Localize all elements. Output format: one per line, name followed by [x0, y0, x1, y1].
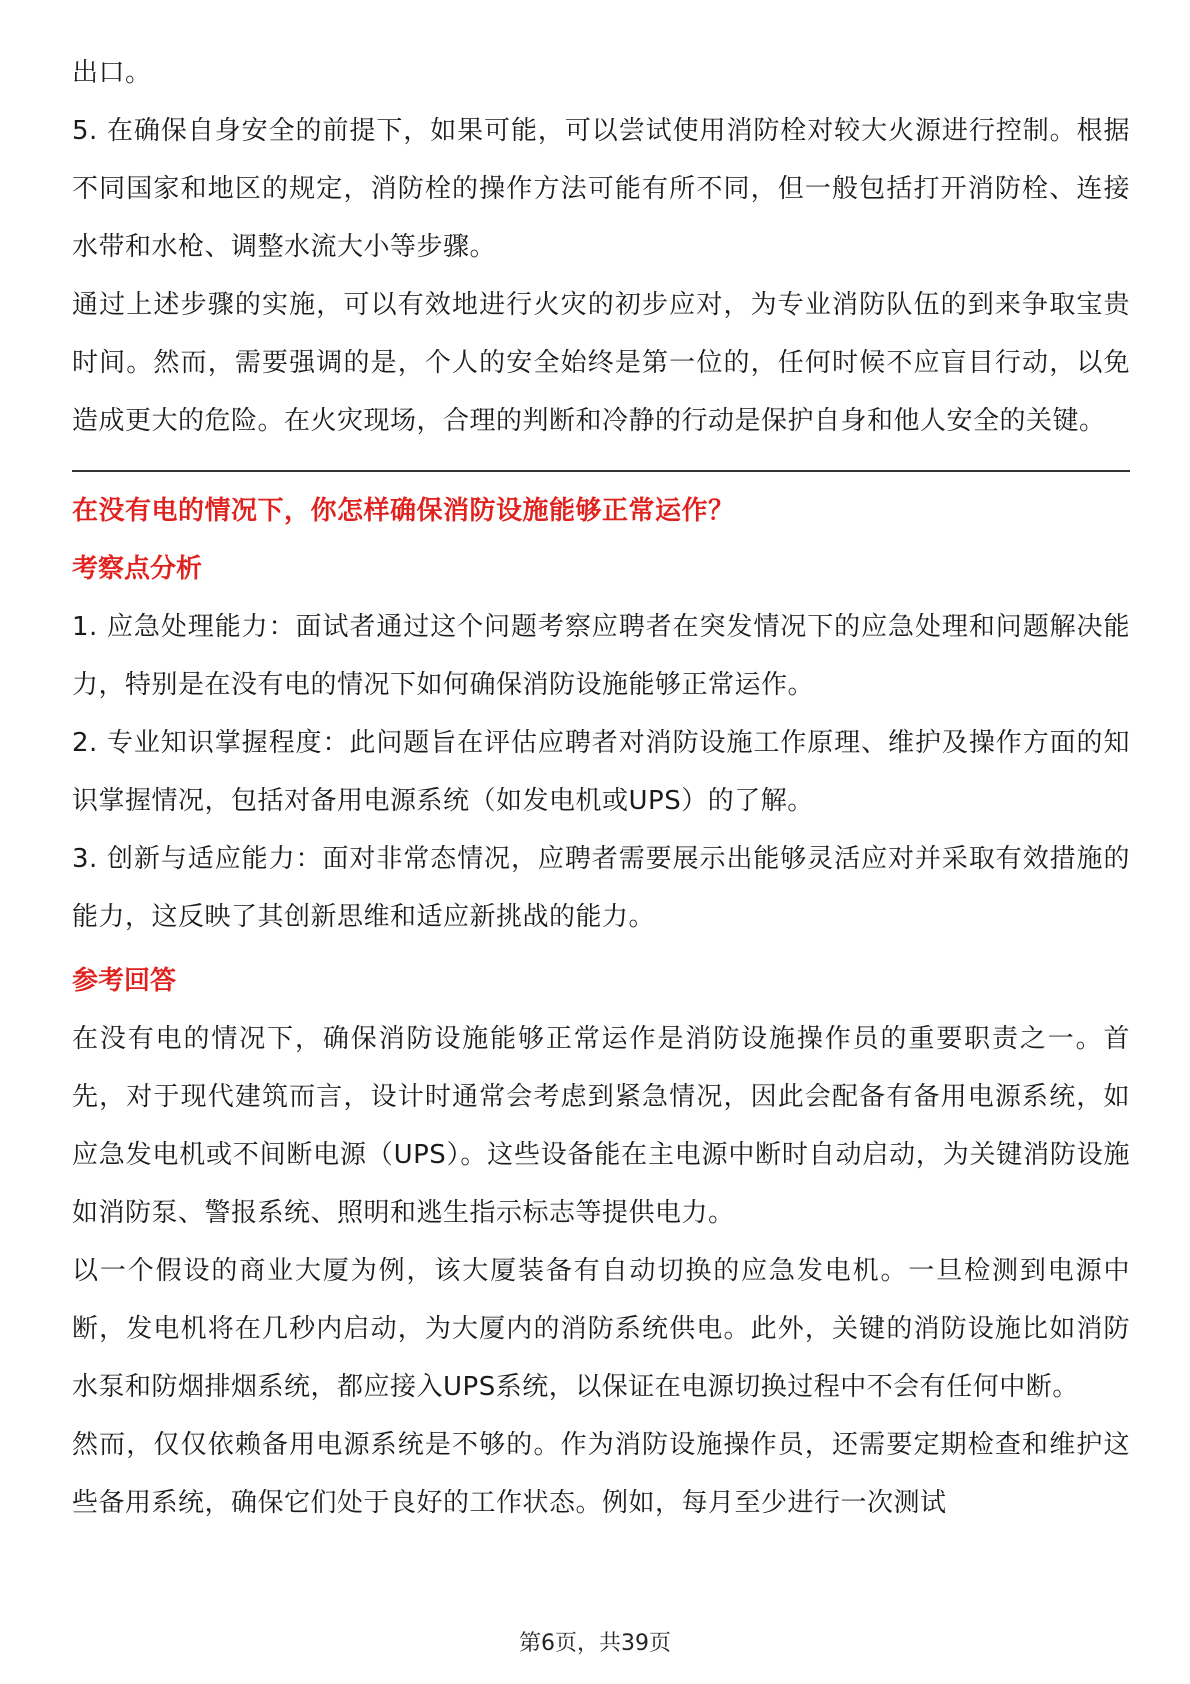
section-divider: [72, 470, 1130, 472]
document-page: [72, 44, 1130, 1532]
answer-paragraph: 在没有电的情况下，确保消防设施能够正常运作是消防设施操作员的重要职责之一。首先，对于现代建筑而言，设计时通常会考虑到紧急情况，因此会配备有备用电源系统，如应急发电机或不间断电源（UPS）。这些设备能在主电源中断时自动启动，为关键消防设施如消防泵、警报系统、照明和逃生指示标志等提供电力。: [72, 1024, 1130, 1228]
analysis-item: 2. 专业知识掌握程度：此问题旨在评估应聘者对消防设施工作原理、维护及操作方面的知识掌握情况，包括对备用电源系统（如发电机或UPS）的了解。: [72, 728, 1130, 816]
analysis-item: 3. 创新与适应能力：面对非常态情况，应聘者需要展示出能够灵活应对并采取有效措施的能力，这反映了其创新思维和适应新挑战的能力。: [72, 844, 1130, 932]
analysis-item: 1. 应急处理能力：面试者通过这个问题考察应聘者在突发情况下的应急处理和问题解决能力，特别是在没有电的情况下如何确保消防设施能够正常运作。: [72, 612, 1130, 700]
paragraph: 通过上述步骤的实施，可以有效地进行火灾的初步应对，为专业消防队伍的到来争取宝贵时间。然而，需要强调的是，个人的安全始终是第一位的，任何时候不应盲目行动，以免造成更大的危险。在火灾现场，合理的判断和冷静的行动是保护自身和他人安全的关键。: [72, 290, 1130, 436]
analysis-heading: 考察点分析: [72, 554, 203, 584]
answer-paragraph: 然而，仅仅依赖备用电源系统是不够的。作为消防设施操作员，还需要定期检查和维护这些备用系统，确保它们处于良好的工作状态。例如，每月至少进行一次测试: [72, 1430, 1130, 1518]
paragraph: 出口。: [72, 58, 152, 88]
answer-heading: 参考回答: [72, 966, 177, 996]
question-title: 在没有电的情况下，你怎样确保消防设施能够正常运作？: [72, 496, 735, 526]
page-number: 第6页，共39页: [519, 1631, 671, 1656]
answer-paragraph: 以一个假设的商业大厦为例，该大厦装备有自动切换的应急发电机。一旦检测到电源中断，发电机将在几秒内启动，为大厦内的消防系统供电。此外，关键的消防设施比如消防水泵和防烟排烟系统，都应接入UPS系统，以保证在电源切换过程中不会有任何中断。: [72, 1256, 1130, 1402]
paragraph: 5. 在确保自身安全的前提下，如果可能，可以尝试使用消防栓对较大火源进行控制。根据不同国家和地区的规定，消防栓的操作方法可能有所不同，但一般包括打开消防栓、连接水带和水枪、调整水流大小等步骤。: [72, 116, 1130, 262]
